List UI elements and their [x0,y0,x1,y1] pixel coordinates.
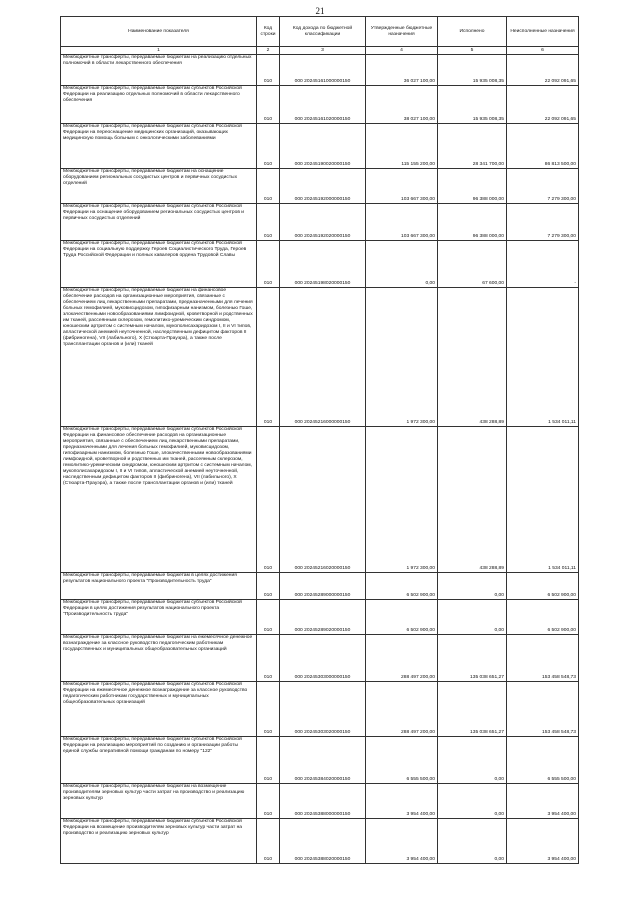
row-executed: 0,00 [438,573,507,600]
row-approved: 103 667 300,00 [366,169,438,204]
row-unexecuted: 153 458 548,73 [507,635,579,682]
row-code: 010 [257,241,280,288]
row-executed: 0,00 [438,784,507,819]
row-executed: 96 388 000,00 [438,169,507,204]
table-row [61,169,579,204]
row-code: 010 [257,784,280,819]
row-kbk: 000 20245192020000150 [280,204,366,241]
row-approved: 115 155 200,00 [366,124,438,169]
row-code: 010 [257,55,280,86]
row-executed: 0,00 [438,819,507,864]
row-executed: 135 038 651,27 [438,635,507,682]
row-kbk: 000 20245190020000150 [280,124,366,169]
row-approved: 6 555 500,00 [366,737,438,784]
column-number: 1 [61,47,257,55]
row-name: Межбюджетные трансферты, передаваемые бюджетам на реализацию отдельных полномочий в области лекарственного обеспечения [61,55,257,86]
row-kbk: 000 20245289000000150 [280,573,366,600]
row-kbk: 000 20245216000000150 [280,288,366,427]
row-executed: 67 600,00 [438,241,507,288]
row-unexecuted: 1 534 011,11 [507,427,579,573]
table-header-row [61,17,579,47]
row-code: 010 [257,737,280,784]
row-name: Межбюджетные трансферты, передаваемые бюджетам на оснащение оборудованием региональных сосудистых центров и первичных сосудистых отделений [61,169,257,204]
row-kbk: 000 20245192000000150 [280,169,366,204]
row-name: Межбюджетные трансферты, передаваемые бюджетам на финансовое обеспечение расходов на организационные мероприятия, связанные с обеспечением лиц лекарственными препаратами, предназначенными для лечения больных гемофилией, муковисцидозом, гипофизарным нанизмом, болезнью Гоше, злокачественными новообразованиями лимфоидной, кроветворной и родственных им тканей, рассеянным склерозом, гемолитико-уремическим синдромом, юношеским артритом с системным началом, мукополисахаридозом I, II и VI типов, апластической анемией неуточненной, наследственным дефицитом факторов II (фибриногена), VII (лабильного), X (Стюарта-Прауэра), а также после трансплантации органов и (или) тканей [61,288,257,427]
row-unexecuted: 22 092 091,65 [507,55,579,86]
row-unexecuted: 3 954 400,00 [507,819,579,864]
row-kbk: 000 20245384020000150 [280,737,366,784]
header-unexecuted: Неисполненные назначения [507,17,579,47]
row-executed: 28 341 700,00 [438,124,507,169]
budget-execution-table [60,16,579,864]
row-code: 010 [257,427,280,573]
row-approved: 6 502 900,00 [366,573,438,600]
row-executed: 438 288,89 [438,288,507,427]
row-unexecuted: 6 502 900,00 [507,600,579,635]
row-code: 010 [257,124,280,169]
table-row [61,600,579,635]
row-code: 010 [257,86,280,124]
row-kbk: 000 20245388020000150 [280,819,366,864]
row-unexecuted: 153 458 548,73 [507,682,579,737]
row-approved: 38 027 100,00 [366,86,438,124]
row-name: Межбюджетные трансферты, передаваемые бюджетам субъектов Российской Федерации в целях достижения результатов национального проекта "Производительность труда" [61,600,257,635]
row-name: Межбюджетные трансферты, передаваемые бюджетам на ежемесячное денежное вознаграждение за классное руководство педагогическим работникам государственных и муниципальных общеобразовательных организаций [61,635,257,682]
row-code: 010 [257,682,280,737]
header-code: Код строки [257,17,280,47]
column-number: 6 [507,47,579,55]
row-executed: 135 038 651,27 [438,682,507,737]
row-kbk: 000 20245161000000150 [280,55,366,86]
row-executed: 0,00 [438,737,507,784]
row-name: Межбюджетные трансферты, передаваемые бюджетам на возмещение производителям зерновых культур части затрат на производство и реализацию зерновых культур [61,784,257,819]
table-row [61,124,579,169]
row-unexecuted: 86 813 500,00 [507,124,579,169]
table-row [61,819,579,864]
column-number: 4 [366,47,438,55]
header-executed: Исполнено [438,17,507,47]
row-approved: 288 497 200,00 [366,635,438,682]
row-name: Межбюджетные трансферты, передаваемые бюджетам субъектов Российской Федерации на переоснащение медицинских организаций, оказывающих медицинскую помощь больным с онкологическими заболеваниями [61,124,257,169]
row-approved: 3 954 400,00 [366,819,438,864]
row-approved: 3 954 400,00 [366,784,438,819]
page-number: 21 [315,6,325,16]
row-approved: 0,00 [366,241,438,288]
table-row [61,86,579,124]
header-approved: Утвержденные бюджетные назначения [366,17,438,47]
row-approved: 36 027 100,00 [366,55,438,86]
row-code: 010 [257,819,280,864]
table-row [61,427,579,573]
row-unexecuted: 3 954 400,00 [507,784,579,819]
row-approved: 288 497 200,00 [366,682,438,737]
row-kbk: 000 20245216020000150 [280,427,366,573]
row-code: 010 [257,573,280,600]
row-unexecuted: 6 502 900,00 [507,573,579,600]
row-code: 010 [257,600,280,635]
row-executed: 96 388 000,00 [438,204,507,241]
row-approved: 6 502 900,00 [366,600,438,635]
row-approved: 1 972 300,00 [366,427,438,573]
row-unexecuted: 22 092 091,65 [507,86,579,124]
column-number: 2 [257,47,280,55]
table-row [61,682,579,737]
row-unexecuted: 6 555 500,00 [507,737,579,784]
row-name: Межбюджетные трансферты, передаваемые бюджетам в целях достижения результатов национального проекта "Производительность труда" [61,573,257,600]
table-row [61,241,579,288]
column-number-row [61,47,579,55]
row-name: Межбюджетные трансферты, передаваемые бюджетам субъектов Российской Федерации на возмещение производителям зерновых культур части затрат на производство и реализацию зерновых культур [61,819,257,864]
table-row [61,737,579,784]
row-code: 010 [257,288,280,427]
row-approved: 1 972 300,00 [366,288,438,427]
row-executed: 0,00 [438,600,507,635]
row-unexecuted: 7 279 300,00 [507,169,579,204]
row-approved: 103 667 300,00 [366,204,438,241]
row-unexecuted: - [507,241,579,288]
row-executed: 438 288,89 [438,427,507,573]
table-row [61,288,579,427]
row-executed: 15 935 008,35 [438,55,507,86]
table-row [61,204,579,241]
row-code: 010 [257,169,280,204]
row-name: Межбюджетные трансферты, передаваемые бюджетам субъектов Российской Федерации на социальную поддержку Героев Социалистического Труда, Героев Труда Российской Федерации и полных кавалеров ордена Трудовой Славы [61,241,257,288]
row-kbk: 000 20245161020000150 [280,86,366,124]
row-name: Межбюджетные трансферты, передаваемые бюджетам субъектов Российской Федерации на ежемесячное денежное вознаграждение за классное руководство педагогическим работникам государственных и муниципальных общеобразовательных организаций [61,682,257,737]
row-code: 010 [257,204,280,241]
row-name: Межбюджетные трансферты, передаваемые бюджетам субъектов Российской Федерации на оснащение оборудованием региональных сосудистых центров и первичных сосудистых отделений [61,204,257,241]
row-kbk: 000 20245388000000150 [280,784,366,819]
table-row [61,635,579,682]
row-name: Межбюджетные трансферты, передаваемые бюджетам субъектов Российской Федерации на реализацию мероприятий по созданию и организации работы единой службы оперативной помощи гражданам по номеру "122" [61,737,257,784]
column-number: 3 [280,47,366,55]
row-executed: 15 935 008,35 [438,86,507,124]
row-unexecuted: 7 279 300,00 [507,204,579,241]
row-kbk: 000 20245303000000150 [280,635,366,682]
header-name: Наименование показателя [61,17,257,47]
row-kbk: 000 20245289020000150 [280,600,366,635]
row-kbk: 000 20245198020000150 [280,241,366,288]
row-name: Межбюджетные трансферты, передаваемые бюджетам субъектов Российской Федерации на финансовое обеспечение расходов на организационные мероприятия, связанные с обеспечением лиц лекарственными препаратами, предназначенными для лечения больных гемофилией, муковисцидозом, гипофизарным нанизмом, болезнью Гоше, злокачественными новообразованиями лимфоидной, кроветворной и родственных им тканей, рассеянным склерозом, гемолитико-уремическим синдромом, юношеским артритом с системным началом, мукополисахаридозом I, II и VI типов, апластической анемией неуточненной, наследственным дефицитом факторов II (фибриногена), VII (лабильного), X (Стюарта-Прауэра), а также после трансплантации органов и (или) тканей [61,427,257,573]
table-row [61,784,579,819]
table-row [61,55,579,86]
header-kbk: Код дохода по бюджетной классификации [280,17,366,47]
row-name: Межбюджетные трансферты, передаваемые бюджетам субъектов Российской Федерации на реализацию отдельных полномочий в области лекарственного обеспечения [61,86,257,124]
row-unexecuted: 1 534 011,11 [507,288,579,427]
row-kbk: 000 20245303020000150 [280,682,366,737]
row-code: 010 [257,635,280,682]
table-row [61,573,579,600]
column-number: 5 [438,47,507,55]
